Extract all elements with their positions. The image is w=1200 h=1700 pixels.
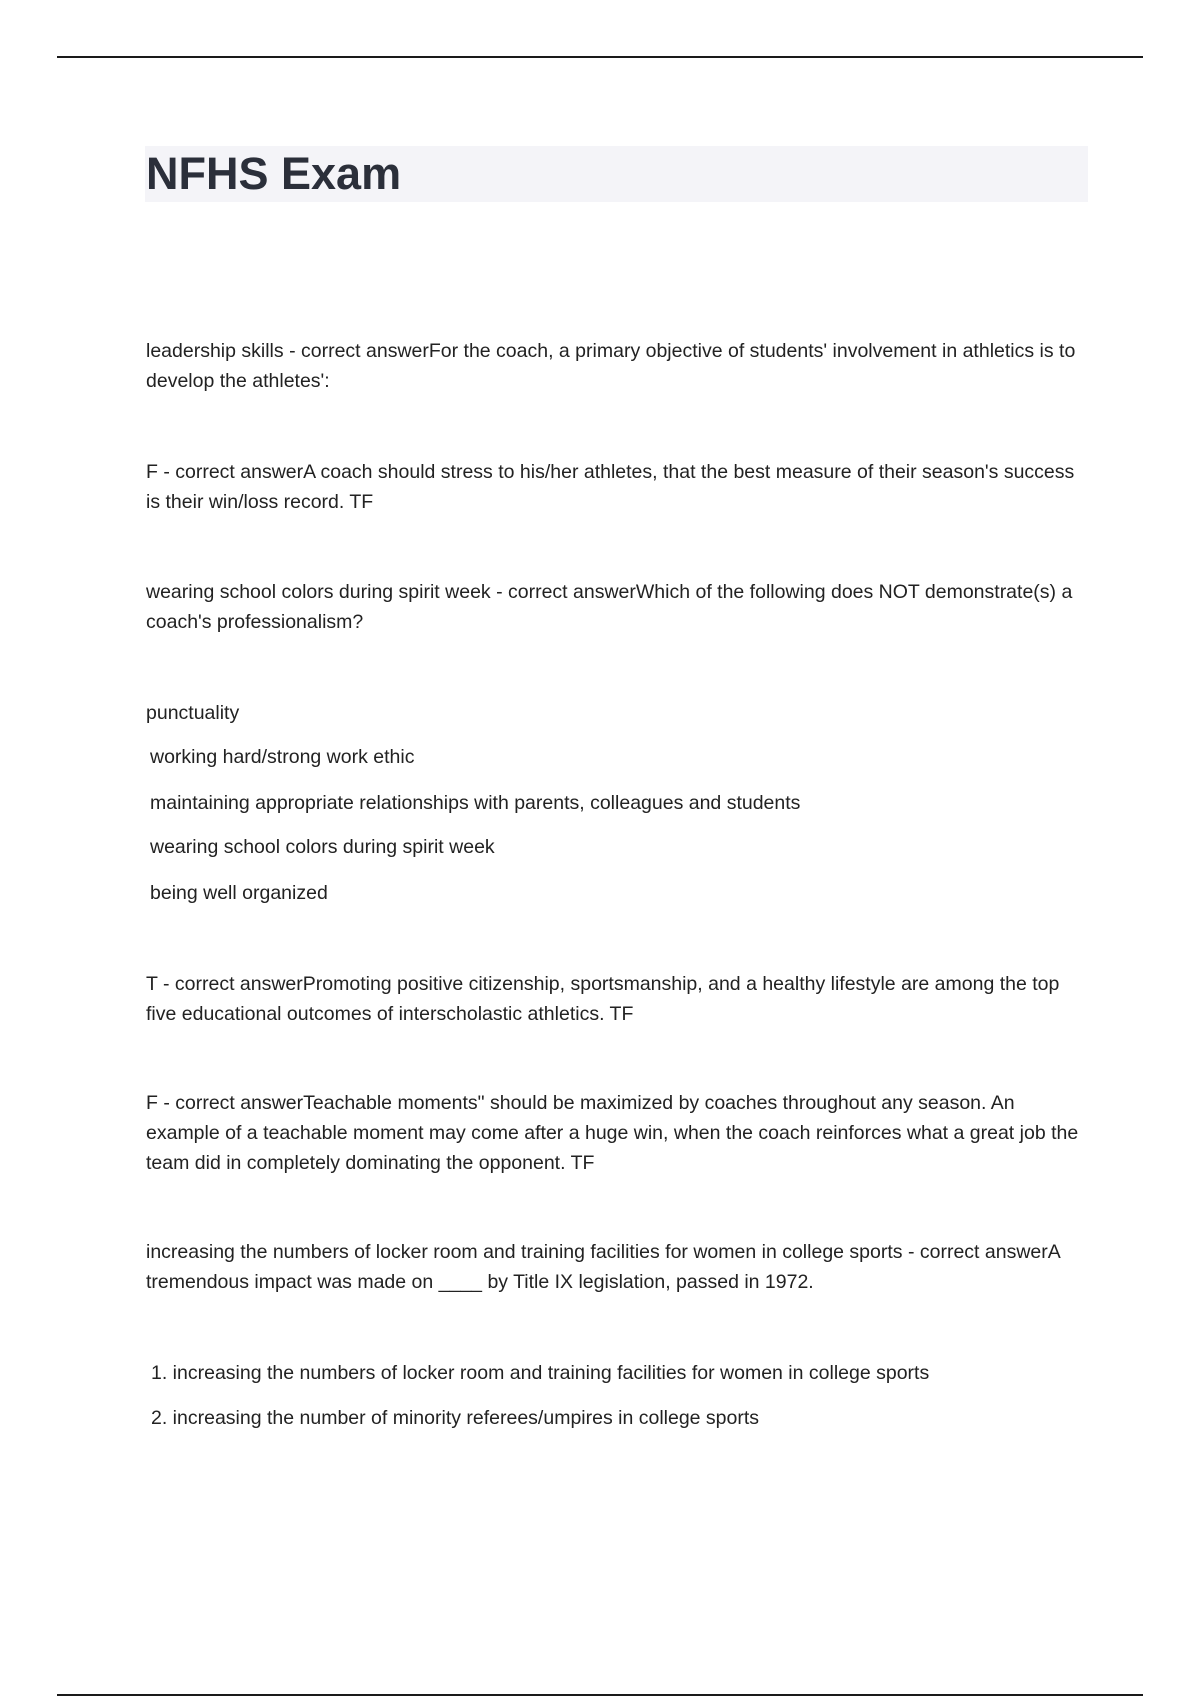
question-text: Teachable moments" should be maximized by coaches throughout any season. An example of a teachable moment may come after a huge win, when the coach reinforces what a great job the team did in completely dominating the opponent. TF [146,1092,1079,1174]
option-item: wearing school colors during spirit week [150,836,495,858]
qa-item-5 [146,1088,1086,1178]
qa-item-4 [146,969,1086,1029]
option-item: 1. increasing the numbers of locker room and training facilities for women in college sports [151,1362,930,1384]
answer-separator: - correct answer [157,461,304,483]
answer-separator: - correct answer [157,1092,304,1114]
option-item: working hard/strong work ethic [150,746,415,768]
answer-separator: - correct answer [490,581,636,603]
qa-item-3 [146,577,1086,637]
answer-text: leadership skills [146,340,284,362]
answer-text: F [146,461,158,483]
answer-text: F [146,1092,158,1114]
question-text: A tremendous impact was made on ____ by Title IX legislation, passed in 1972. [146,1241,1060,1293]
qa-item-1 [146,336,1086,396]
qa-item-2 [146,457,1086,517]
option-item: maintaining appropriate relationships with parents, colleagues and students [150,792,801,814]
option-item: being well organized [150,882,328,904]
question-text: A coach should stress to his/her athletes, that the best measure of their season's success is their win/loss record. TF [146,461,1075,513]
top-divider [57,56,1143,58]
question-text: Promoting positive citizenship, sportsmanship, and a healthy lifestyle are among the top five educational outcomes of interscholastic athletics. TF [146,973,1060,1025]
document-title: NFHS Exam [146,148,402,199]
answer-text: T [146,973,158,995]
answer-separator: - correct answer [157,973,303,995]
question-text: For the coach, a primary objective of students' involvement in athletics is to develop the athletes': [146,340,1076,392]
option-item: punctuality [146,702,240,724]
answer-separator: - correct answer [283,340,429,362]
answer-text: increasing the numbers of locker room and training facilities for women in college sports [146,1241,903,1263]
option-item: 2. increasing the number of minority referees/umpires in college sports [151,1407,760,1429]
bottom-divider [57,1694,1143,1696]
question-text: Which of the following does NOT demonstrate(s) a coach's professionalism? [146,581,1073,633]
qa-item-6 [146,1237,1086,1297]
answer-separator: - correct answer [902,1241,1048,1263]
answer-text: wearing school colors during spirit week [146,581,491,603]
